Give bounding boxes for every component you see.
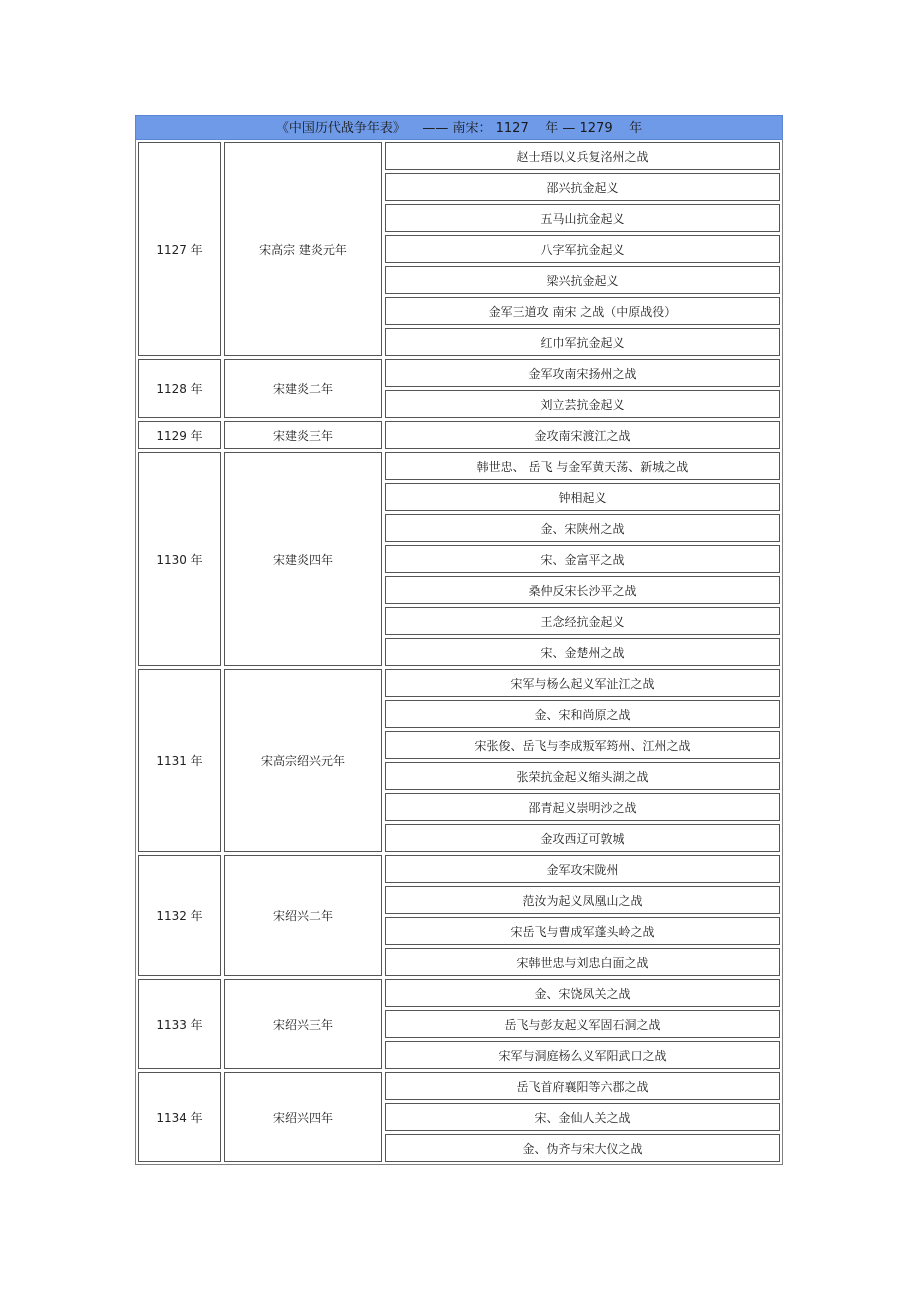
year-group-row <box>136 979 782 1069</box>
event-cell: 岳飞首府襄阳等六郡之战 <box>385 1072 780 1100</box>
event-cell: 刘立芸抗金起义 <box>385 390 780 418</box>
event-cell: 韩世忠、 岳飞 与金军黄天荡、新城之战 <box>385 452 780 480</box>
event-cell: 宋岳飞与曹成军蓬头岭之战 <box>385 917 780 945</box>
era-cell: 宋建炎二年 <box>224 359 382 418</box>
era-cell: 宋绍兴四年 <box>224 1072 382 1162</box>
event-cell: 金、宋饶凤关之战 <box>385 979 780 1007</box>
era-cell: 宋建炎三年 <box>224 421 382 449</box>
event-cell: 范汝为起义凤凰山之战 <box>385 886 780 914</box>
era-cell: 宋高宗绍兴元年 <box>224 669 382 852</box>
event-cell: 宋、金富平之战 <box>385 545 780 573</box>
event-cell: 金军攻宋陇州 <box>385 855 780 883</box>
year-cell: 1130 年 <box>138 452 221 666</box>
event-cell: 金、伪齐与宋大仪之战 <box>385 1134 780 1162</box>
events-list <box>385 1072 780 1162</box>
events-list <box>385 359 780 418</box>
event-cell: 宋张俊、岳飞与李成叛军筠州、江州之战 <box>385 731 780 759</box>
year-cell: 1133 年 <box>138 979 221 1069</box>
event-cell: 宋、金楚州之战 <box>385 638 780 666</box>
event-cell: 金、宋和尚原之战 <box>385 700 780 728</box>
event-cell: 金军三道攻 南宋 之战（中原战役） <box>385 297 780 325</box>
year-cell: 1131 年 <box>138 669 221 852</box>
event-cell: 宋军与洞庭杨么义军阳武口之战 <box>385 1041 780 1069</box>
events-list <box>385 142 780 356</box>
event-cell: 红巾军抗金起义 <box>385 328 780 356</box>
events-list <box>385 979 780 1069</box>
era-cell: 宋高宗 建炎元年 <box>224 142 382 356</box>
event-cell: 金攻南宋渡江之战 <box>385 421 780 449</box>
year-cell: 1127 年 <box>138 142 221 356</box>
event-cell: 八字军抗金起义 <box>385 235 780 263</box>
chronology-table <box>135 140 783 1165</box>
war-chronology-document <box>135 115 783 1165</box>
event-cell: 邵兴抗金起义 <box>385 173 780 201</box>
event-cell: 钟相起义 <box>385 483 780 511</box>
era-cell: 宋建炎四年 <box>224 452 382 666</box>
year-group-row <box>136 359 782 418</box>
event-cell: 金军攻南宋扬州之战 <box>385 359 780 387</box>
event-cell: 王念经抗金起义 <box>385 607 780 635</box>
event-cell: 赵士珸以义兵复洺州之战 <box>385 142 780 170</box>
year-cell: 1134 年 <box>138 1072 221 1162</box>
event-cell: 金攻西辽可敦城 <box>385 824 780 852</box>
year-group-row <box>136 421 782 449</box>
event-cell: 宋、金仙人关之战 <box>385 1103 780 1131</box>
year-group-row <box>136 142 782 356</box>
event-cell: 宋军与杨么起义军沚江之战 <box>385 669 780 697</box>
year-cell: 1128 年 <box>138 359 221 418</box>
era-cell: 宋绍兴二年 <box>224 855 382 976</box>
event-cell: 邵青起义崇明沙之战 <box>385 793 780 821</box>
events-list <box>385 452 780 666</box>
event-cell: 金、宋陕州之战 <box>385 514 780 542</box>
event-cell: 岳飞与彭友起义军固石洞之战 <box>385 1010 780 1038</box>
events-list <box>385 421 780 449</box>
table-title-banner: 《中国历代战争年表》 —— 南宋： 1127 年 — 1279 年 <box>135 115 783 140</box>
year-group-row <box>136 1072 782 1162</box>
event-cell: 五马山抗金起义 <box>385 204 780 232</box>
event-cell: 张荣抗金起义缩头湖之战 <box>385 762 780 790</box>
era-cell: 宋绍兴三年 <box>224 979 382 1069</box>
events-list <box>385 855 780 976</box>
year-cell: 1132 年 <box>138 855 221 976</box>
event-cell: 宋韩世忠与刘忠白面之战 <box>385 948 780 976</box>
event-cell: 梁兴抗金起义 <box>385 266 780 294</box>
event-cell: 桑仲反宋长沙平之战 <box>385 576 780 604</box>
year-cell: 1129 年 <box>138 421 221 449</box>
year-group-row <box>136 452 782 666</box>
year-group-row <box>136 855 782 976</box>
events-list <box>385 669 780 852</box>
year-group-row <box>136 669 782 852</box>
